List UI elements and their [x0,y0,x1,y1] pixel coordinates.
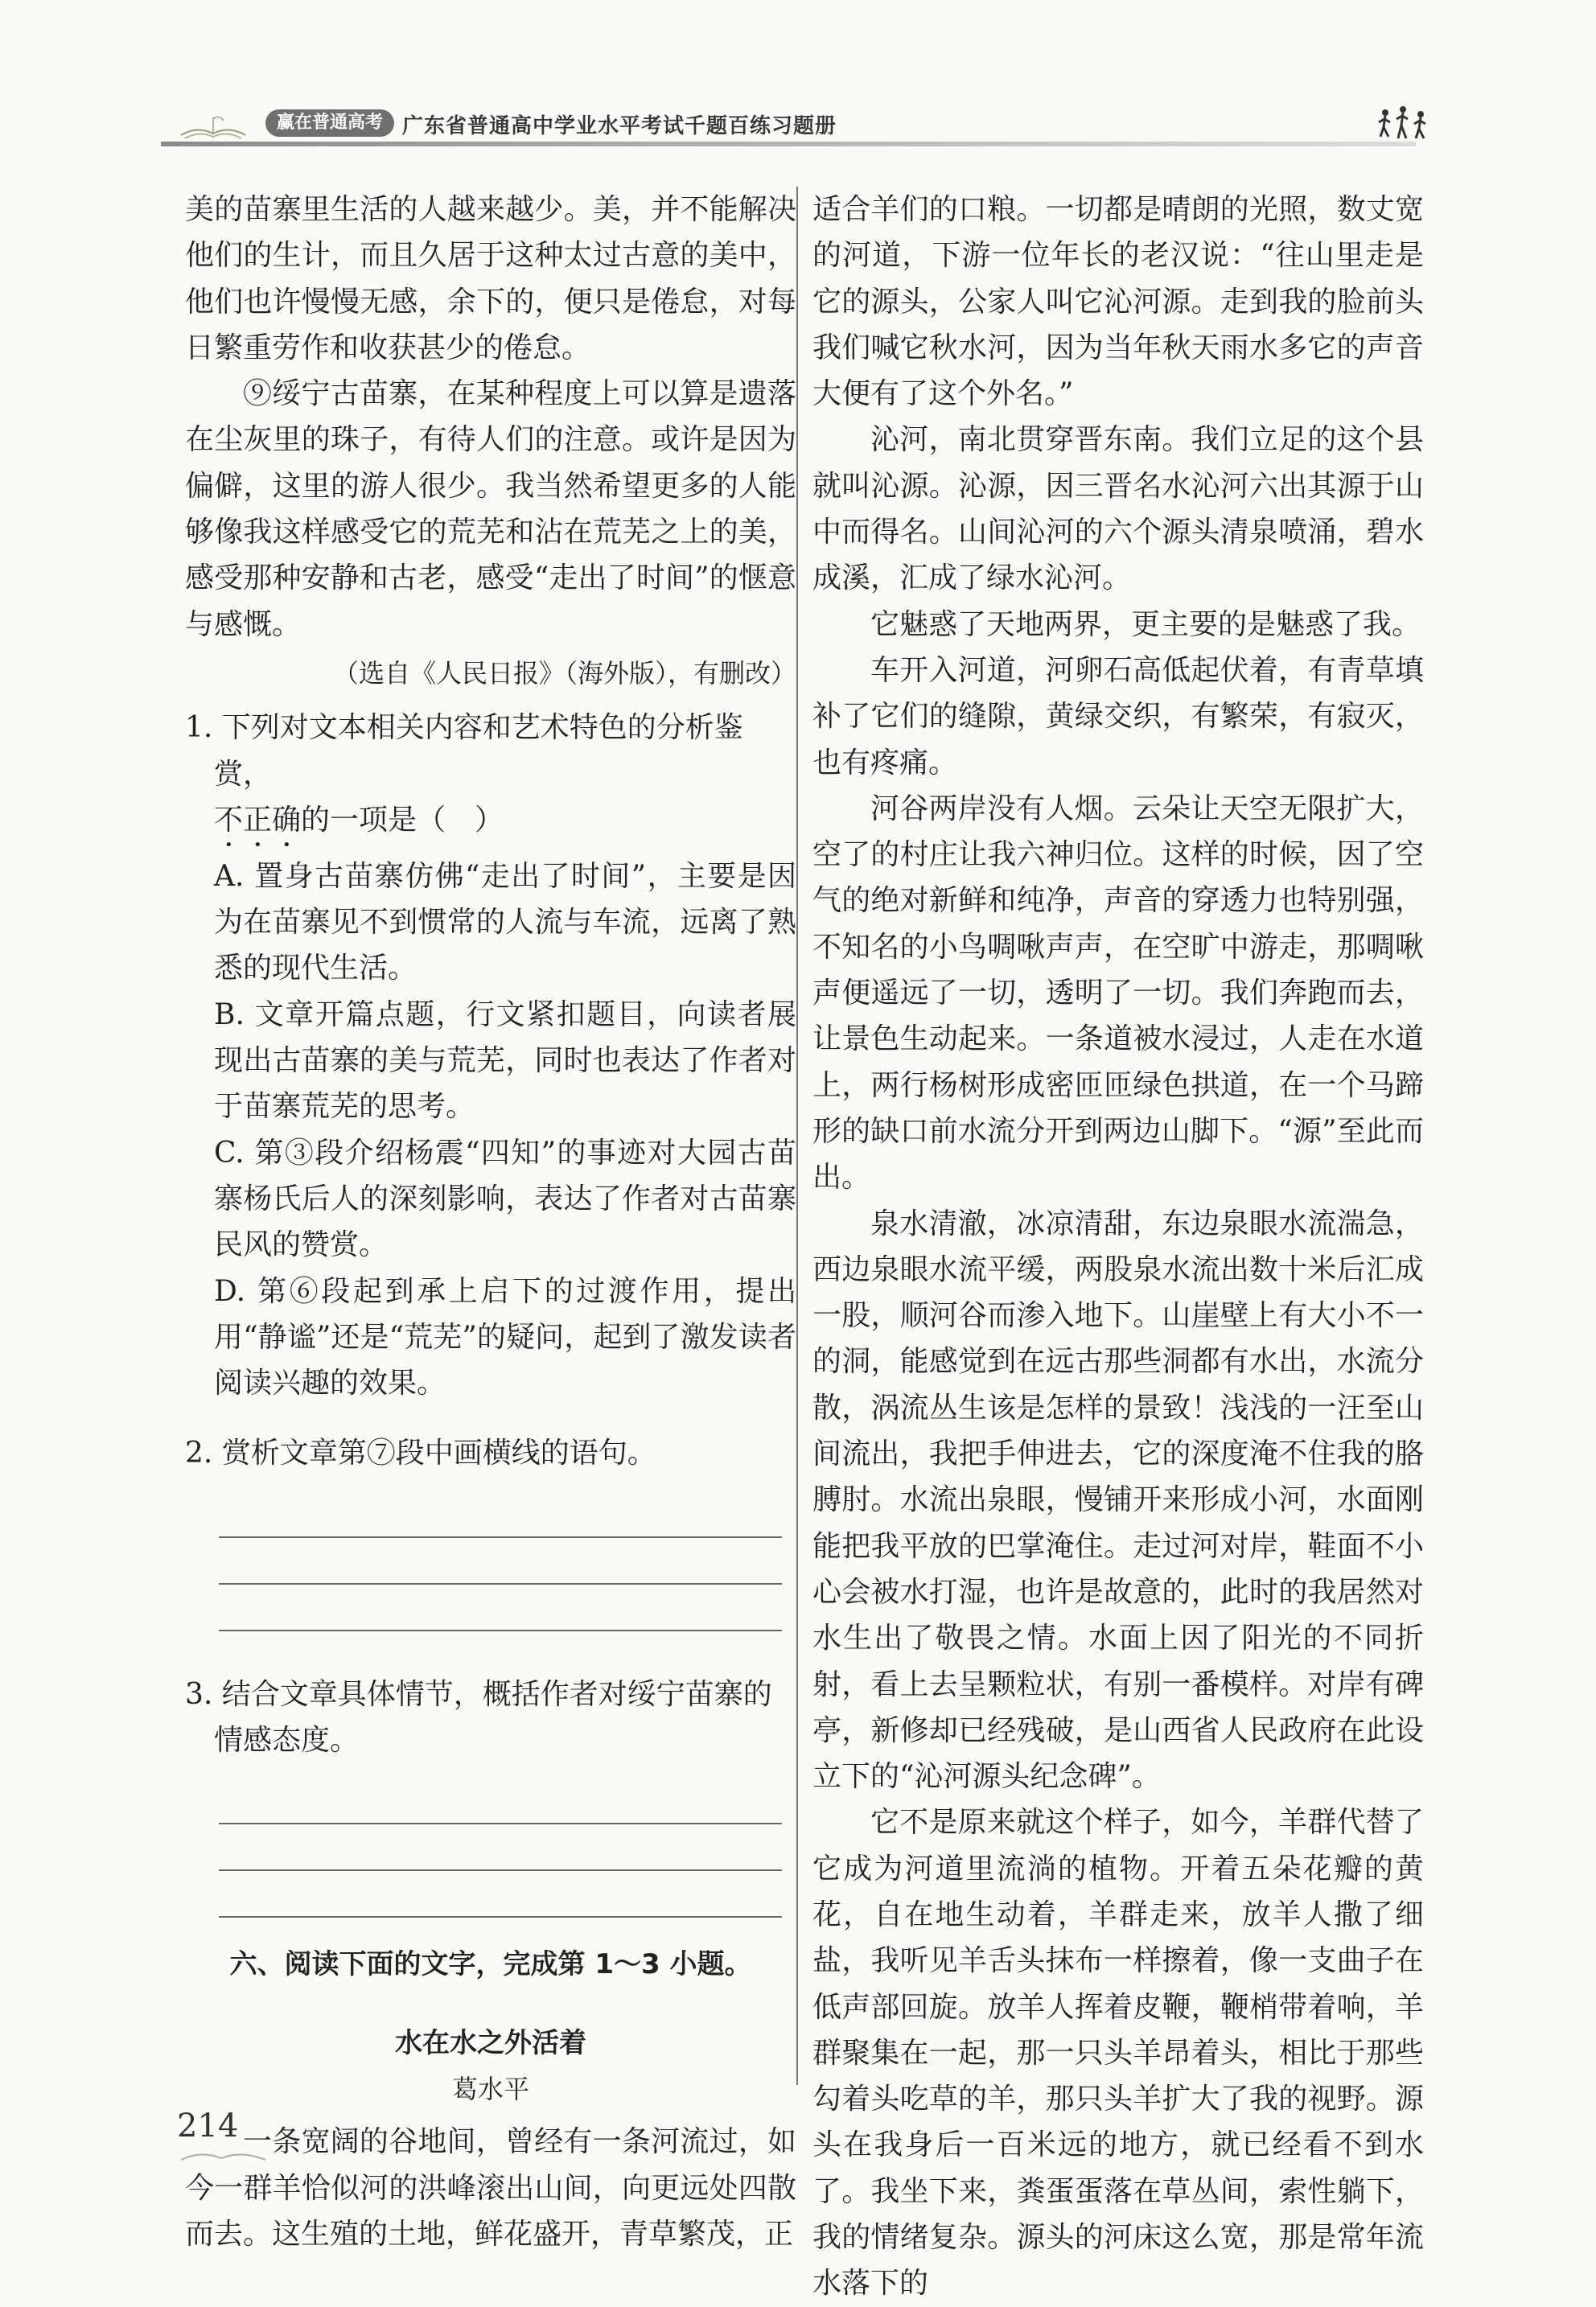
question-1-emphasis: 不正确 [214,803,302,837]
question-1-stem [185,705,796,853]
option-c: C. 第③段介绍杨震“四知”的事迹对大园古苗寨杨氏后人的深刻影响，表达了作者对古苗寨民风的赞赏。 [214,1136,796,1262]
answer-line[interactable] [219,1585,782,1631]
left-column [185,187,796,2257]
page-number: 214 [177,2108,239,2145]
answer-line[interactable] [219,1824,782,1871]
article-paragraph: 它不是原来就这个样子，如今，羊群代替了它成为河道里流淌的植物。开着五朵花瓣的黄花，自在地生动着，羊群走来，放羊人撒了细盐，我听见羊舌头抹布一样擦着，像一支曲子在低声部回旋。放羊人挥着皮鞭，鞭梢带着响，羊群聚集在一起，那一只头羊昂着头，相比于那些勾着头吃草的羊，那只头羊扩大了我的视野。源头在我身后一百米远的地方，就已经看不到水了。我坐下来，粪蛋蛋落在草丛间，索性躺下，我的情绪复杂。源头的河床这么宽，那是常年流水落下的 [812,1806,1424,2301]
article-author: 葛水平 [451,2073,529,2104]
header-badge: 赢在普通高考 [265,109,394,137]
option-d: D. 第⑥段起到承上启下的过渡作用，提出用“静谧”还是“荒芜”的疑问，起到了激发读者阅读兴趣的效果。 [214,1274,796,1400]
answer-line[interactable] [219,1871,782,1918]
option-b: B. 文章开篇点题，行文紧扣题目，向读者展现出古苗寨的美与荒芜，同时也表达了作者对于苗寨荒芜的思考。 [214,997,796,1124]
right-column [812,187,1424,2307]
answer-lines-q2[interactable] [219,1491,796,1631]
header-title: 广东省普通高中学业水平考试千题百练习题册 [402,114,837,138]
article-paragraph: 泉水清澈，冰凉清甜，东边泉眼水流湍急，西边泉眼水流平缓，两股泉水流出数十米后汇成一股，顺河谷而渗入地下。山崖壁上有大小不一的洞，能感觉到在远古那些洞都有水出，水流分散，涡流丛生该是怎样的景致！浅浅的一汪至山间流出，我把手伸进去，它的深度淹不住我的胳膊肘。水流出泉眼，慢铺开来形成小河，水面刚能把我平放的巴掌淹住。走过河对岸，鞋面不小心会被水打湿，也许是故意的，此时的我居然对水生出了敬畏之情。水面上因了阳光的不同折射，看上去呈颗粒状，有别一番模样。对岸有碑亭，新修却已经残破，是山西省人民政府在此设立下的“沁河源头纪念碑”。 [812,1207,1424,1794]
article-paragraph-1: 一条宽阔的谷地间，曾经有一条河流过，如今一群羊恰似河的洪峰滚出山间，向更远处四散而去。这生殖的土地，鲜花盛开，青草繁茂，正 [185,2125,796,2251]
answer-lines-q3[interactable] [219,1778,796,1918]
answer-line[interactable] [219,1778,782,1824]
answer-line[interactable] [219,1491,782,1538]
article-paragraph-continued: 适合羊们的口粮。一切都是晴朗的光照，数丈宽的河道，下游一位年长的老汉说：“往山里走是它的源头，公家人叫它沁河源。走到我的脸前头我们喊它秋水河，因为当年秋天雨水多它的声音大便有了这个外名。” [812,193,1424,411]
article-paragraph: 沁河，南北贯穿晋东南。我们立足的这个县就叫沁源。沁源，因三晋名水沁河六出其源于山中而得名。山间沁河的六个源头清泉喷涌，碧水成溪，汇成了绿水沁河。 [812,423,1424,595]
option-a: A. 置身古苗寨仿佛“走出了时间”，主要是因为在苗寨见不到惯常的人流与车流，远离了熟悉的现代生活。 [214,859,796,985]
header-rule [161,142,1416,146]
article-title: 水在水之外活着 [395,2026,586,2059]
question-1-stem-tail: 的一项是（ ） [301,803,504,837]
page-ornament-icon [177,2144,274,2168]
answer-line[interactable] [219,1538,782,1585]
question-1-stem-line1: 1. 下列对文本相关内容和艺术特色的分析鉴赏， [185,711,743,791]
article-paragraph: 它魅惑了天地两界，更主要的是魅惑了我。 [870,607,1421,641]
question-2: 2. 赏析文章第⑦段中画横线的语句。 [185,1437,656,1470]
runners-icon [1376,105,1432,145]
open-book-logo-icon [177,111,249,143]
paragraph-continued: 美的苗寨里生活的人越来越少。美，并不能解决他们的生计，而且久居于这种太过古意的美中，他们也许慢慢无感，余下的，便只是倦怠，对每日繁重劳作和收获甚少的倦怠。 [185,193,796,364]
running-header [161,103,1416,151]
article-paragraph: 车开入河道，河卵石高低起伏着，有青草填补了它们的缝隙，黄绿交织，有繁荣，有寂灭，也有疼痛。 [812,653,1424,779]
question-3: 3. 结合文章具体情节，概括作者对绥宁苗寨的情感态度。 [185,1677,772,1758]
paragraph-9: ⑨绥宁古苗寨，在某种程度上可以算是遗落在尘灰里的珠子，有待人们的注意。或许是因为偏僻，这里的游人很少。我当然希望更多的人能够像我这样感受它的荒芜和沾在荒芜之上的美，感受那种安静和古老，感受“走出了时间”的惬意与感慨。 [185,377,796,641]
source-citation: （选自《人民日报》（海外版），有删改） [332,657,796,689]
section-heading: 六、阅读下面的文字，完成第 1～3 小题。 [229,1948,752,1981]
article-paragraph: 河谷两岸没有人烟。云朵让天空无限扩大，空了的村庄让我六神归位。这样的时候，因了空气的绝对新鲜和纯净，声音的穿透力也特别强，不知名的小鸟啁啾声声，在空旷中游走，那啁啾声便遥远了一切，透明了一切。我们奔跑而去，让景色生动起来。一条道被水浸过，人走在水道上，两行杨树形成密匝匝绿色拱道，在一个马蹄形的缺口前水流分开到两边山脚下。“源”至此而出。 [812,792,1424,1195]
column-divider [796,187,798,2085]
